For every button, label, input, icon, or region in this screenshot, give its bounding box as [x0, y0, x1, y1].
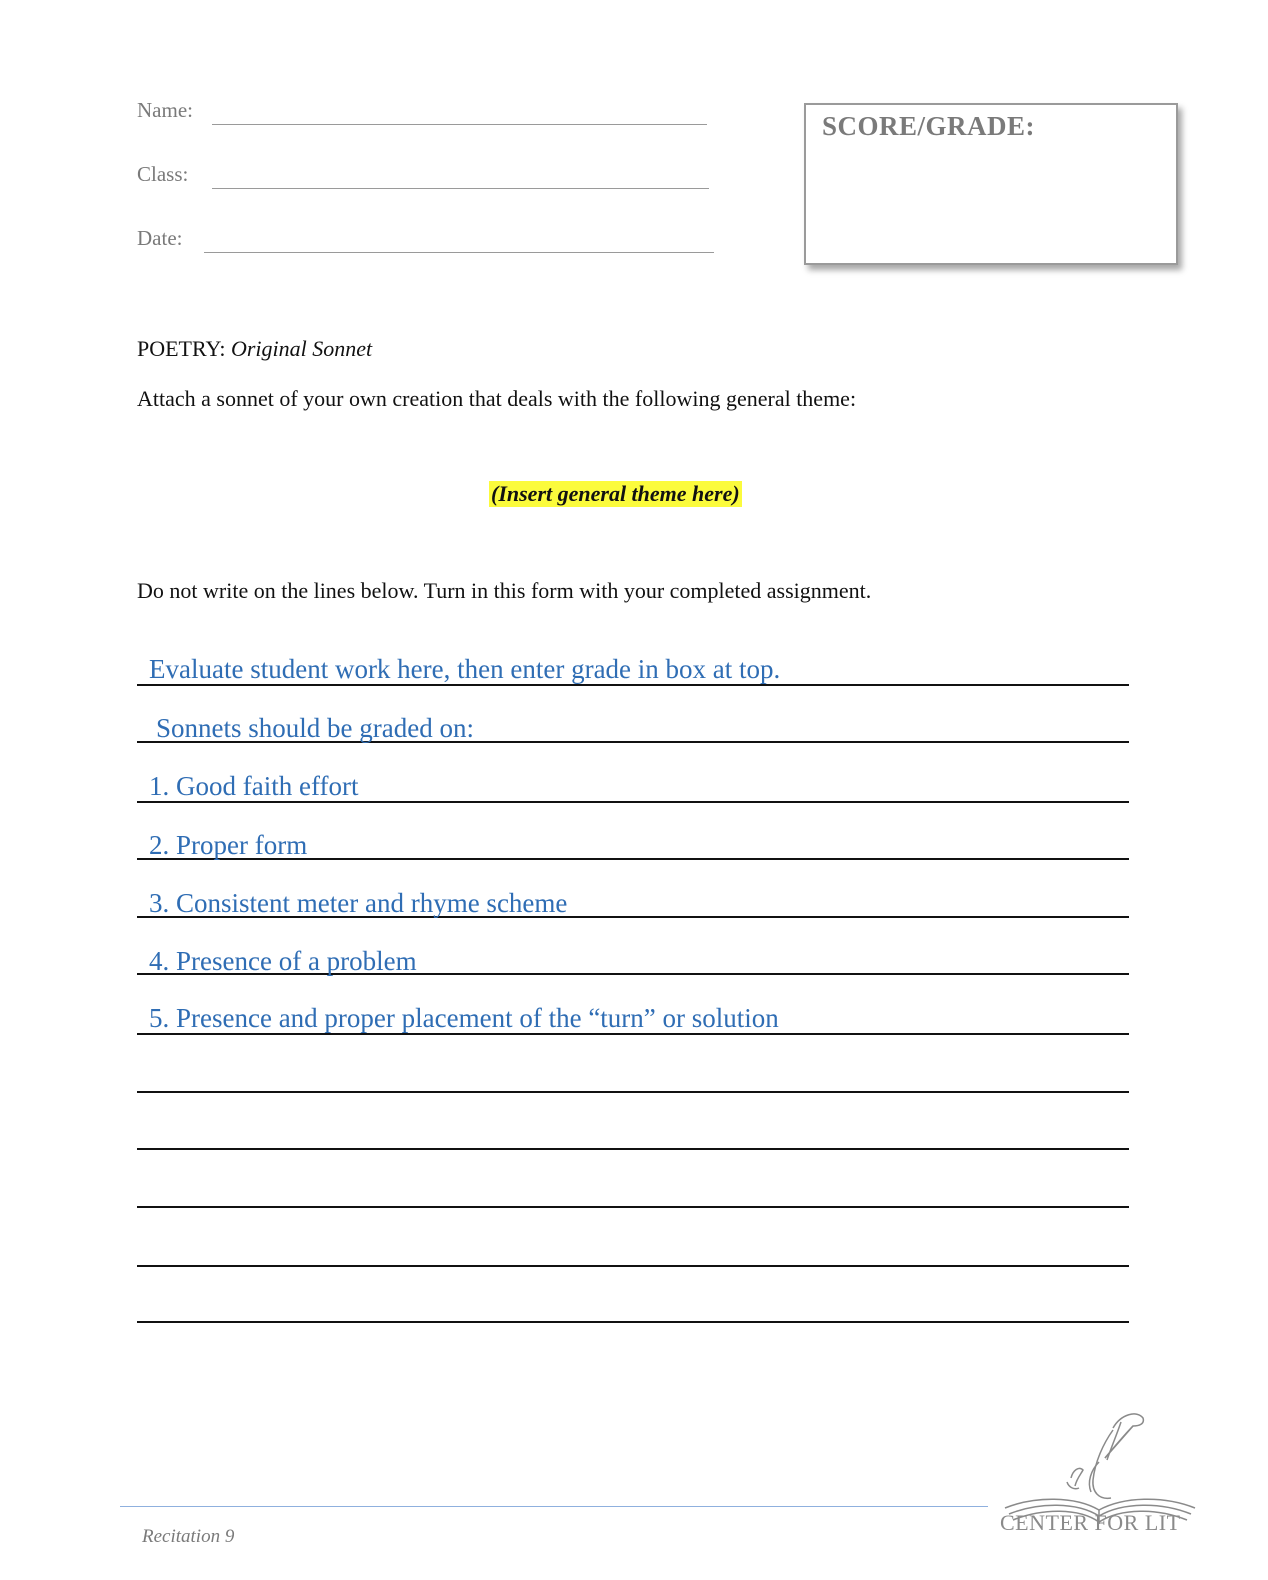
assignment-title [137, 336, 372, 362]
writing-line [137, 1206, 1129, 1208]
assignment-note: Do not write on the lines below. Turn in this form with your completed assignment. [137, 578, 872, 603]
class-field [137, 162, 188, 187]
grading-instruction: Evaluate student work here, then enter grade in box at top. [149, 654, 781, 684]
grading-criterion: 3. Consistent meter and rhyme scheme [149, 888, 568, 918]
class-underline [212, 162, 709, 189]
writing-line [137, 1148, 1129, 1150]
name-label: Name: [137, 98, 193, 122]
name-field [137, 98, 193, 123]
writing-line [137, 1321, 1129, 1323]
writing-line [137, 1091, 1129, 1093]
theme-placeholder: (Insert general theme here) [491, 481, 740, 506]
grading-criterion: 2. Proper form [149, 830, 308, 860]
grading-criterion: 4. Presence of a problem [149, 946, 417, 976]
assignment-category: POETRY: [137, 336, 226, 361]
name-underline [212, 98, 707, 125]
class-label: Class: [137, 162, 189, 186]
date-label: Date: [137, 226, 183, 250]
footer-rule [120, 1506, 988, 1507]
assignment-instruction: Attach a sonnet of your own creation that deals with the following general theme: [137, 386, 857, 411]
score-grade-box [804, 103, 1178, 265]
score-grade-label: SCORE/GRADE: [822, 111, 1036, 141]
grading-criteria-heading: Sonnets should be graded on: [156, 713, 474, 743]
assignment-name: Original Sonnet [230, 336, 373, 361]
date-field [137, 226, 182, 251]
footer-label: Recitation 9 [142, 1526, 235, 1547]
logo-text: CENTER FOR LIT [1000, 1510, 1181, 1535]
grading-criterion: 5. Presence and proper placement of the “turn” or solution [149, 1003, 779, 1033]
date-underline [204, 226, 714, 253]
grading-criterion: 1. Good faith effort [149, 771, 359, 801]
writing-line [137, 1265, 1129, 1267]
